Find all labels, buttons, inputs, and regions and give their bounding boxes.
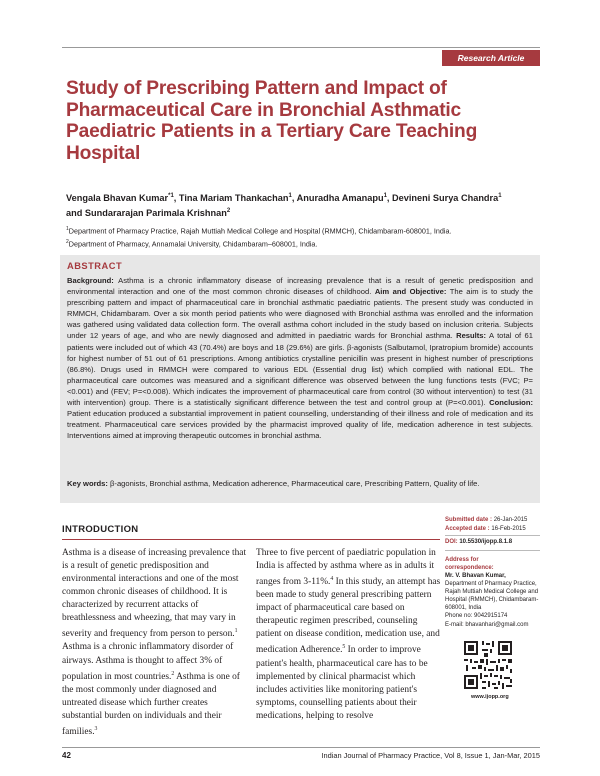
correspondence-address [445, 572, 540, 629]
accepted-date [445, 525, 527, 534]
results-text: A total of 61 patients were included out of which 43 (70.4%) are boys and 18 (29.6%) are girls. β-agonists (Salbutamol, Ipratropium bromide) accounts for highest number of 51 out of 61 prescriptions. Among antibiotics crystalline penicillin was present in highest number of prescriptions (86.8%). Drugs used in RMMCH were compared to various EDL (Essential drug list) which complied with national EDL. The pharmaceutical care outcomes was measured and a significant difference was observed between the lung functions tests (FVC; P=<0.001) and (FEV; P=<0.008). Which indicates the improvement of pharmaceutical care from control (30 without intervention) to test (31 with intervention) group. There is a statistically significant difference between the test and control group at (P=<0.001). [67, 331, 533, 408]
journal-url[interactable]: www.ijopp.org [471, 694, 509, 700]
conclusion-label: Conclusion: [489, 398, 533, 408]
affiliation-text: Department of Pharmacy Practice, Rajah Muttiah Medical College and Hospital (RMMCH), Chidambaram-608001, India. [68, 226, 452, 236]
reference-mark: 5 [342, 644, 346, 651]
background-text: Asthma is a chronic inflammatory disease of increasing prevalence that is a result of genetic predisposition and environmental interaction and one of the most common chronic diseases of childhood. [67, 276, 533, 297]
author-affil-mark: 1 [498, 193, 502, 199]
correspondent-address: Department of Pharmacy Practice, Rajah Muttiah Medical College and Hospital (RMMCH), Chidambaram-608001, India [445, 581, 539, 612]
introduction-rule [62, 539, 440, 540]
address-heading-line: Address for [445, 557, 479, 563]
doi-label: DOI: [445, 539, 458, 545]
doi-value[interactable]: 10.5530/ijopp.8.1.8 [459, 539, 513, 545]
body-text: Asthma is a disease of increasing prevalence that is a result of genetic predisposition and environmental interactions and one of the most common chronic diseases of childhood. It is characterized by recurrent attacks of breathlessness and wheezing, that may vary in severity and frequency from person to person. [62, 548, 247, 640]
affiliation-number: 2 [66, 238, 69, 245]
submitted-date [445, 516, 527, 525]
qr-code-icon [462, 639, 514, 691]
body-text: In order to improve patient's health, pharmaceutical care has to be implemented by clinical pharmacist which includes activities like monitoring patient's symptoms, counselling patients about their medications, helping to resolve [256, 645, 428, 721]
address-heading-line: correspondence: [445, 565, 494, 571]
affiliation-number: 1 [66, 226, 69, 232]
abstract-body [67, 275, 533, 441]
reference-mark: 3 [94, 725, 98, 732]
author-affil-mark: 2 [226, 207, 231, 214]
page-number: 42 [62, 751, 71, 760]
accepted-value: 16-Feb-2015 [491, 525, 526, 532]
header-rule [62, 47, 540, 48]
author-list [66, 190, 546, 219]
body-text: In this study, an attempt has been made to study general prescribing pattern impact of pharmaceutical care based on therapeutic regimen prescribed, counseling patient on disease condition, medication use, and medication Adherence. [256, 577, 441, 656]
author-affil-mark: *1 [168, 193, 174, 199]
body-text: Asthma is one of the most commonly under diagnosed and untreated disease which further creates substantial burden on individuals and their families. [62, 671, 240, 737]
accepted-label: Accepted date : [445, 525, 490, 532]
affiliation-text: Department of Pharmacy, Annamalai University, Chidambaram–608001, India. [68, 238, 318, 248]
author-name: , Anuradha Amanapu [291, 193, 384, 204]
keywords [67, 478, 533, 489]
correspondent-phone: Phone no: 9042915174 [445, 613, 508, 620]
background-label: Background: [67, 276, 114, 285]
author-affil-mark: 1 [288, 193, 292, 199]
author-name: , Tina Mariam Thankachan [173, 193, 289, 204]
address-heading [445, 556, 494, 572]
journal-citation: Indian Journal of Pharmacy Practice, Vol 8, Issue 1, Jan-Mar, 2015 [321, 751, 540, 760]
author-name: and Sundararajan Parimala Krishnan [66, 207, 227, 218]
keywords-label: Key words: [67, 479, 108, 488]
affiliations [66, 224, 546, 249]
affiliation-2 [66, 237, 546, 250]
submitted-label: Submitted date : [445, 517, 493, 523]
body-column-1 [62, 547, 248, 739]
abstract-heading: ABSTRACT [67, 261, 123, 271]
body-text: Three to five percent of paediatric population in India is affected by asthma where as in adults it ranges from 3-11%. [256, 548, 436, 588]
article-type-tag: Research Article [442, 50, 540, 66]
reference-mark: 1 [234, 628, 238, 635]
article-title: Study of Prescribing Pattern and Impact of Pharmaceutical Care in Bronchial Asthmatic Paediatric Patients in a Tertiary Care Teaching Hospital [66, 78, 478, 164]
author-affil-mark: 1 [383, 193, 387, 199]
submission-dates [445, 516, 527, 533]
author-name: , Devineni Surya Chandra [386, 193, 499, 204]
author-name: Vengala Bhavan Kumar [66, 193, 169, 204]
correspondent-email[interactable]: E-mail: bhavanhari@gmail.com [445, 621, 529, 628]
doi [445, 539, 512, 545]
keywords-text: β-agonists, Bronchial asthma, Medication adherence, Pharmaceutical care, Prescribing Pattern, Quality of life. [107, 479, 480, 488]
results-label: Results: [456, 331, 487, 341]
aim-label: Aim and Objective: [374, 287, 447, 297]
footer-rule [62, 747, 540, 748]
reference-mark: 4 [330, 576, 334, 583]
aim-text: The aim is to study the prescribing pattern and impact of pharmaceutical care in bronchial asthmatic paediatric patients. The present study was conducted in RMMCH, Chidambaram. Over a six month period patients who were diagnosed with Bronchial asthma was enrolled and the information was gathered using validated data collection form. The overall asthma cohort included in the study based on inclusion criteria. Subjects under 12 years of age, and who are newly diagnosed and admitted in paediatric wards for Bronchial asthma. [67, 287, 533, 341]
introduction-heading: INTRODUCTION [62, 524, 139, 535]
submitted-value: 26-Jan-2015 [493, 517, 528, 523]
affiliation-1 [66, 224, 546, 237]
body-column-2 [256, 547, 442, 723]
reference-mark: 2 [171, 670, 175, 677]
sidebar-rule [445, 550, 540, 551]
correspondent-name: Mr. V. Bhavan Kumar, [445, 573, 506, 579]
sidebar-rule [445, 535, 540, 536]
body-text: Asthma is a chronic inflammatory disorder of airways. Asthma is thought to affect 3% of population in most countries. [62, 642, 234, 682]
conclusion-text: Patient education produced a substantial improvement in patient counselling, understanding of their illness and role of medication and its treatment. Pharmaceutical care services provided by the pharmacist improved quality of life, medication adherence in test subjects. Interventions aimed at improving therapeutic outcomes in bronchial asthma. [67, 409, 533, 441]
